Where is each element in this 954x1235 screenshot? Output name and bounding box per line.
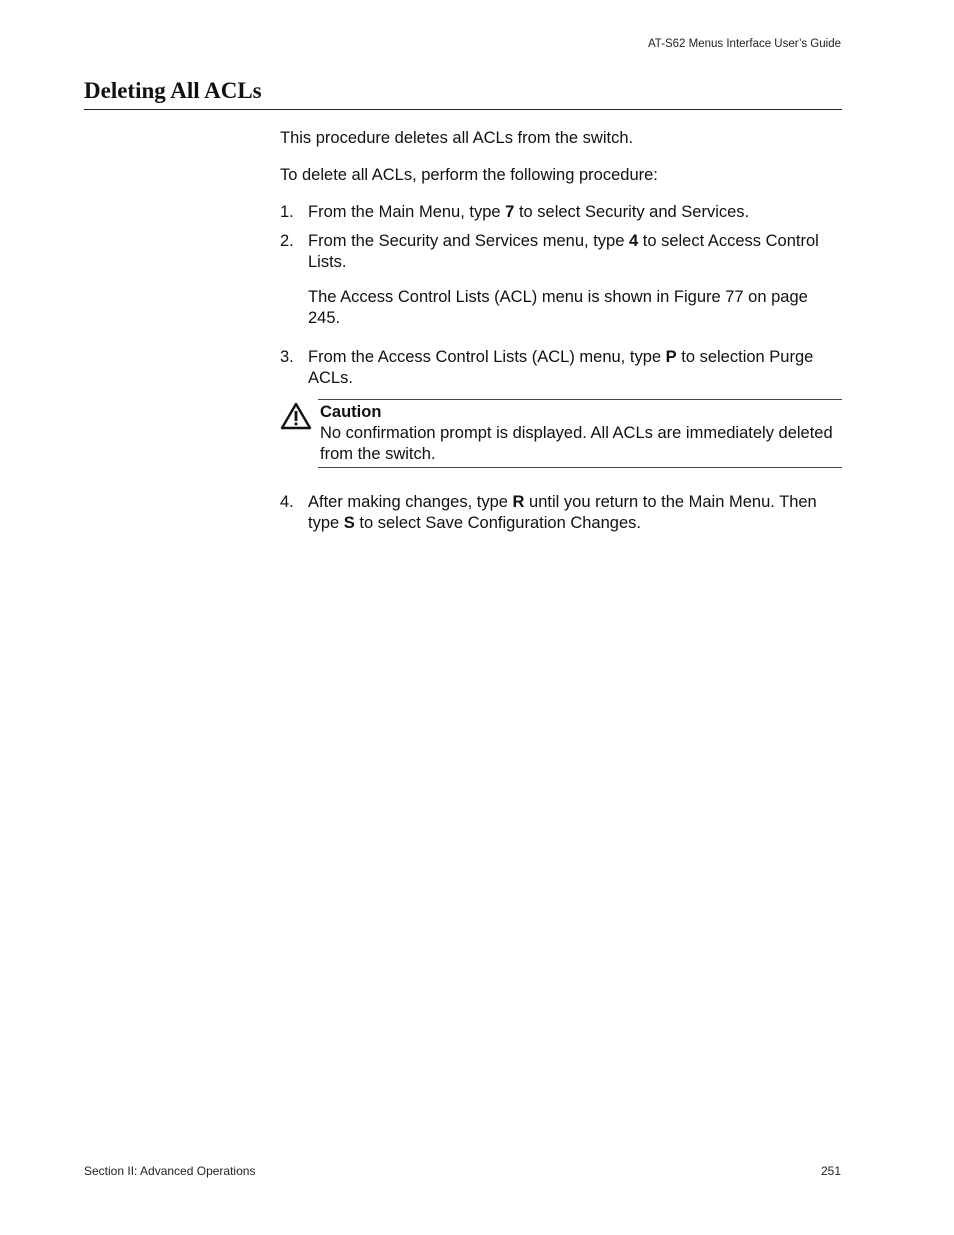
running-header: AT-S62 Menus Interface User’s Guide — [647, 38, 841, 50]
warning-triangle-icon — [280, 402, 312, 430]
caution-heading: Caution — [320, 403, 382, 421]
caution-text: No confirmation prompt is displayed. All ACLs are immediately deleted from the switch. — [320, 424, 833, 463]
step-text: From the Security and Services menu, type 4 to select Access Control Lists. — [308, 232, 819, 271]
key-label: R — [512, 493, 525, 511]
step-number: 3. — [280, 348, 294, 366]
step-3 — [280, 347, 842, 389]
step-2 — [280, 231, 842, 273]
footer-section: Section II: Advanced Operations — [84, 1164, 256, 1178]
step-number: 4. — [280, 493, 294, 511]
section-title: Deleting All ACLs — [84, 78, 262, 103]
step-text: From the Main Menu, type 7 to select Security and Services. — [308, 203, 750, 221]
step-1 — [280, 202, 842, 223]
caution-box — [280, 399, 842, 468]
title-rule — [84, 109, 842, 110]
step-number: 2. — [280, 232, 294, 250]
procedure-intro: To delete all ACLs, perform the following procedure: — [280, 166, 658, 184]
key-label: S — [343, 514, 355, 532]
page-number: 251 — [820, 1164, 841, 1178]
key-label: 7 — [505, 203, 515, 221]
body-content — [280, 128, 842, 542]
step-4 — [280, 492, 842, 534]
step-text: From the Access Control Lists (ACL) menu, type P to selection Purge ACLs. — [308, 348, 814, 387]
key-label: 4 — [628, 232, 639, 250]
intro-paragraph: This procedure deletes all ACLs from the switch. — [280, 129, 634, 147]
step-number: 1. — [280, 203, 294, 221]
step-note: The Access Control Lists (ACL) menu is shown in Figure 77 on page 245. — [308, 288, 808, 327]
step-text: After making changes, type R until you return to the Main Menu. Then type S to select Save Configuration Changes. — [308, 493, 817, 532]
key-label: P — [665, 348, 677, 366]
